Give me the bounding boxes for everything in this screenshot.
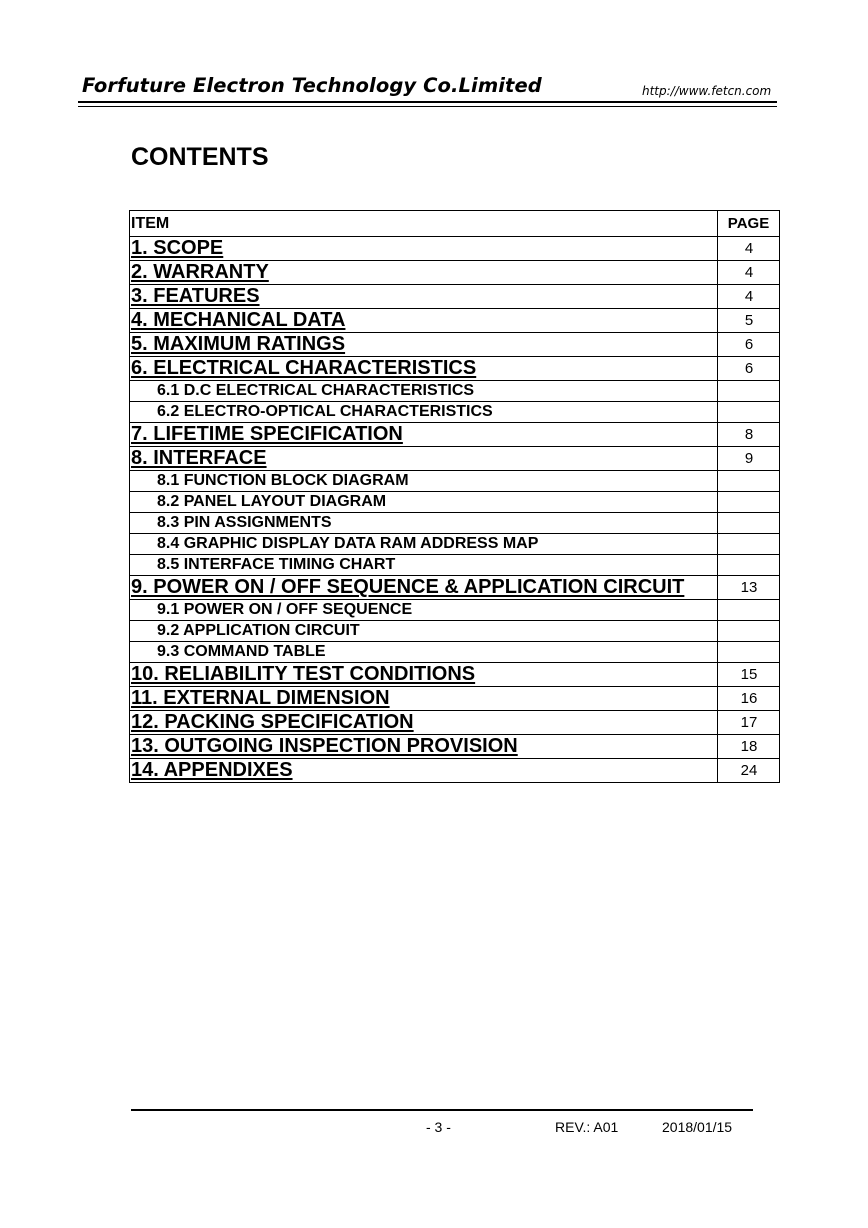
toc-subsection-row[interactable]	[130, 381, 780, 402]
toc-item-label[interactable]	[130, 237, 718, 261]
toc-subsection-row[interactable]	[130, 513, 780, 534]
toc-item-text: 9.1 POWER ON / OFF SEQUENCE	[157, 601, 413, 618]
toc-item-page	[718, 621, 780, 642]
toc-item-page: 24	[718, 759, 780, 783]
toc-item-text: 13. OUTGOING INSPECTION PROVISION	[131, 735, 518, 757]
toc-item-label[interactable]	[130, 576, 718, 600]
toc-item-page	[718, 471, 780, 492]
toc-item-label[interactable]	[130, 735, 718, 759]
toc-item-label[interactable]	[130, 492, 718, 513]
footer-rule	[131, 1109, 753, 1111]
toc-item-label[interactable]	[130, 402, 718, 423]
toc-item-page: 16	[718, 687, 780, 711]
toc-subsection-row[interactable]	[130, 534, 780, 555]
column-header-page: PAGE	[718, 211, 780, 237]
toc-item-text: 8.5 INTERFACE TIMING CHART	[157, 556, 396, 573]
toc-subsection-row[interactable]	[130, 402, 780, 423]
toc-item-label[interactable]	[130, 381, 718, 402]
toc-item-text: 6.1 D.C ELECTRICAL CHARACTERISTICS	[157, 382, 475, 399]
toc-section-row[interactable]	[130, 333, 780, 357]
toc-item-page: 18	[718, 735, 780, 759]
toc-section-row[interactable]	[130, 237, 780, 261]
toc-item-text: 14. APPENDIXES	[131, 759, 293, 781]
toc-item-page	[718, 555, 780, 576]
toc-item-text: 11. EXTERNAL DIMENSION	[131, 687, 390, 709]
toc-item-page: 17	[718, 711, 780, 735]
toc-item-page	[718, 402, 780, 423]
revision: REV.: A01	[555, 1119, 619, 1135]
toc-item-text: 9.2 APPLICATION CIRCUIT	[157, 622, 360, 639]
toc-item-label[interactable]	[130, 534, 718, 555]
toc-subsection-row[interactable]	[130, 471, 780, 492]
toc-item-text: 1. SCOPE	[131, 237, 224, 259]
toc-item-label[interactable]	[130, 471, 718, 492]
toc-section-row[interactable]	[130, 261, 780, 285]
toc-item-label[interactable]	[130, 309, 718, 333]
revision-date: 2018/01/15	[662, 1119, 733, 1135]
toc-subsection-row[interactable]	[130, 600, 780, 621]
toc-item-text: 10. RELIABILITY TEST CONDITIONS	[131, 663, 476, 685]
toc-section-row[interactable]	[130, 423, 780, 447]
toc-item-label[interactable]	[130, 357, 718, 381]
toc-item-text: 8.4 GRAPHIC DISPLAY DATA RAM ADDRESS MAP	[157, 535, 539, 552]
page-title: CONTENTS	[131, 143, 269, 171]
company-name: Forfuture Electron Technology Co.Limited	[82, 74, 542, 97]
toc-item-text: 4. MECHANICAL DATA	[131, 309, 346, 331]
header-rule-thin	[78, 106, 777, 107]
toc-item-page	[718, 534, 780, 555]
toc-item-label[interactable]	[130, 333, 718, 357]
toc-item-text: 8. INTERFACE	[131, 447, 267, 469]
toc-item-text: 12. PACKING SPECIFICATION	[131, 711, 414, 733]
toc-item-label[interactable]	[130, 423, 718, 447]
toc-item-label[interactable]	[130, 261, 718, 285]
toc-section-row[interactable]	[130, 447, 780, 471]
toc-item-label[interactable]	[130, 663, 718, 687]
toc-item-page	[718, 513, 780, 534]
toc-item-page	[718, 600, 780, 621]
toc-item-text: 7. LIFETIME SPECIFICATION	[131, 423, 403, 445]
toc-section-row[interactable]	[130, 759, 780, 783]
toc-subsection-row[interactable]	[130, 621, 780, 642]
toc-section-row[interactable]	[130, 285, 780, 309]
toc-item-label[interactable]	[130, 711, 718, 735]
toc-item-text: 6.2 ELECTRO-OPTICAL CHARACTERISTICS	[157, 403, 493, 420]
toc-section-row[interactable]	[130, 309, 780, 333]
toc-section-row[interactable]	[130, 735, 780, 759]
toc-item-label[interactable]	[130, 285, 718, 309]
toc-item-label[interactable]	[130, 513, 718, 534]
toc-section-row[interactable]	[130, 663, 780, 687]
toc-section-row[interactable]	[130, 576, 780, 600]
contents-table	[129, 210, 780, 783]
toc-item-text: 8.2 PANEL LAYOUT DIAGRAM	[157, 493, 387, 510]
toc-item-text: 8.1 FUNCTION BLOCK DIAGRAM	[157, 472, 409, 489]
toc-item-page: 9	[718, 447, 780, 471]
toc-item-label[interactable]	[130, 555, 718, 576]
toc-item-page: 5	[718, 309, 780, 333]
toc-item-text: 2. WARRANTY	[131, 261, 269, 283]
toc-item-label[interactable]	[130, 687, 718, 711]
company-url[interactable]: http://www.fetcn.com	[642, 84, 772, 98]
toc-item-page: 13	[718, 576, 780, 600]
toc-section-row[interactable]	[130, 687, 780, 711]
toc-item-page: 6	[718, 357, 780, 381]
toc-item-text: 9. POWER ON / OFF SEQUENCE & APPLICATION CIRCUIT	[131, 576, 685, 598]
toc-item-page	[718, 492, 780, 513]
toc-subsection-row[interactable]	[130, 642, 780, 663]
toc-item-label[interactable]	[130, 759, 718, 783]
column-header-item: ITEM	[130, 211, 718, 237]
toc-item-page: 8	[718, 423, 780, 447]
toc-item-text: 8.3 PIN ASSIGNMENTS	[157, 514, 332, 531]
toc-item-label[interactable]	[130, 447, 718, 471]
table-header-row	[130, 211, 780, 237]
toc-item-page	[718, 642, 780, 663]
toc-item-text: 9.3 COMMAND TABLE	[157, 643, 326, 660]
toc-item-label[interactable]	[130, 621, 718, 642]
page-number: - 3 -	[426, 1119, 451, 1135]
toc-item-label[interactable]	[130, 600, 718, 621]
toc-subsection-row[interactable]	[130, 492, 780, 513]
header-rule	[78, 101, 777, 103]
toc-item-page: 4	[718, 237, 780, 261]
toc-item-page: 4	[718, 285, 780, 309]
toc-item-page	[718, 381, 780, 402]
toc-item-page: 6	[718, 333, 780, 357]
toc-section-row[interactable]	[130, 357, 780, 381]
toc-item-text: 3. FEATURES	[131, 285, 260, 307]
toc-item-page: 15	[718, 663, 780, 687]
toc-section-row[interactable]	[130, 711, 780, 735]
toc-item-page: 4	[718, 261, 780, 285]
toc-item-label[interactable]	[130, 642, 718, 663]
toc-subsection-row[interactable]	[130, 555, 780, 576]
toc-item-text: 5. MAXIMUM RATINGS	[131, 333, 346, 355]
toc-item-text: 6. ELECTRICAL CHARACTERISTICS	[131, 357, 477, 379]
